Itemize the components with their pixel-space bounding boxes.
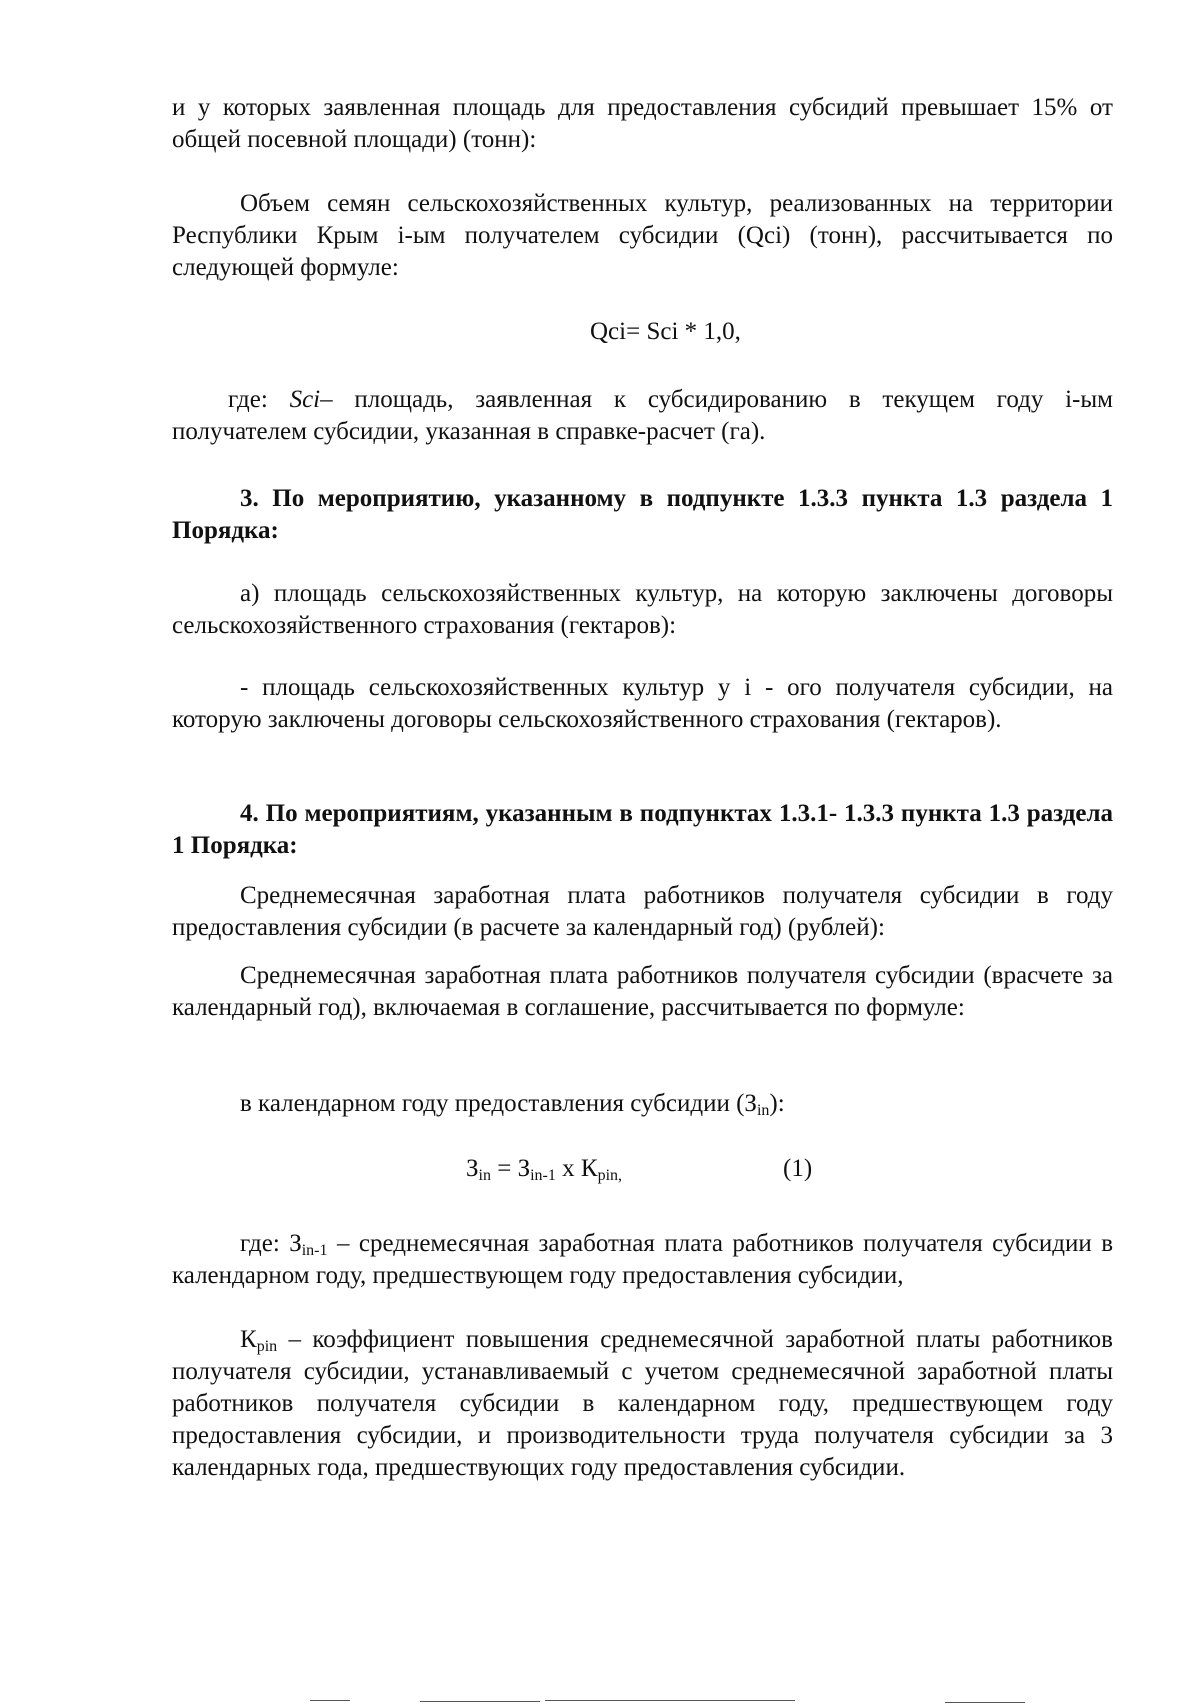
formula-times-k: х К xyxy=(555,1155,598,1182)
paragraph-avg-salary-formula: Среднемесячная заработная плата работников получателя субсидии (врасчете за календарный год), включаемая в соглашение, рассчитывается по формуле: xyxy=(172,962,1113,1021)
scan-artifact-line xyxy=(310,1700,350,1701)
calendar-year-end: ): xyxy=(769,1090,785,1117)
paragraph-calendar-year xyxy=(172,1088,1113,1120)
paragraph-k-definition xyxy=(172,1324,1113,1484)
formula-salary xyxy=(466,1153,622,1185)
z-def-text: – среднемесячная заработная плата работников получателя субсидии в календарном году, предшествующем году предоставления субсидии, xyxy=(172,1230,1113,1289)
var-sci: Sci xyxy=(289,386,321,413)
formula-k-sub: pin, xyxy=(597,1167,623,1184)
formula-z-sub: in xyxy=(478,1167,491,1184)
section-heading-4: 4. По мероприятиям, указанным в подпунктах 1.3.1- 1.3.3 пункта 1.3 раздела 1 Порядка: xyxy=(172,800,1113,859)
section-heading-3: 3. По мероприятию, указанному в подпункте 1.3.3 пункта 1.3 раздела 1 Порядка: xyxy=(172,485,1113,544)
calendar-year-text: в календарном году предоставления субсидии (З xyxy=(240,1090,757,1117)
paragraph-insured-area-recipient: - площадь сельскохозяйственных культур у i - ого получателя субсидии, на которую заключены договоры сельскохозяйственного страхования (гектаров). xyxy=(172,674,1113,733)
k-def-sub: pin xyxy=(256,1338,278,1355)
scan-artifact-line xyxy=(545,1700,795,1701)
z-def-prefix: где: З xyxy=(240,1230,302,1257)
sci-description: – площадь, заявленная к субсидированию в текущем году i-ым получателем субсидии, указанная в справке-расчет (га). xyxy=(172,386,1113,445)
formula-number: (1) xyxy=(783,1155,813,1182)
subscript-in: in xyxy=(756,1102,770,1119)
paragraph-z-definition xyxy=(172,1228,1113,1292)
paragraph-avg-salary: Среднемесячная заработная плата работников получателя субсидии в году предоставления субсидии (в расчете за календарный год) (рублей): xyxy=(172,882,1113,941)
z-def-sub: in-1 xyxy=(301,1242,328,1259)
paragraph-intro: и у которых заявленная площадь для предоставления субсидий превышает 15% от общей посевной площади) (тонн): xyxy=(172,94,1113,153)
scan-artifact-line xyxy=(420,1701,540,1702)
formula-z: З xyxy=(466,1155,479,1182)
scan-artifact-line xyxy=(945,1702,1025,1703)
paragraph-insured-area: а) площадь сельскохозяйственных культур, на которую заключены договоры сельскохозяйственного страхования (гектаров): xyxy=(172,580,1113,639)
paragraph-seed-volume: Объем семян сельскохозяйственных культур, реализованных на территории Республики Крым i-ым получателем субсидии (Qci) (тонн), рассчитывается по следующей формуле: xyxy=(172,190,1113,281)
k-def-prefix: К xyxy=(240,1326,257,1353)
formula-z-prev-sub: in-1 xyxy=(530,1167,556,1184)
where-label: где: xyxy=(228,386,290,413)
paragraph-sci-definition xyxy=(172,384,1113,448)
formula-eq: = З xyxy=(490,1155,531,1182)
formula-qci: Qci= Sci * 1,0, xyxy=(590,318,741,345)
k-def-text: – коэффициент повышения среднемесячной заработной платы работников получателя субсидии, устанавливаемый с учетом среднемесячной заработной платы работников получателя субсидии в календарном году, предшествующем году предоставления субсидии, и производительности труда получателя субсидии за 3 календарных года, предшествующих году предоставления субсидии. xyxy=(172,1326,1113,1481)
